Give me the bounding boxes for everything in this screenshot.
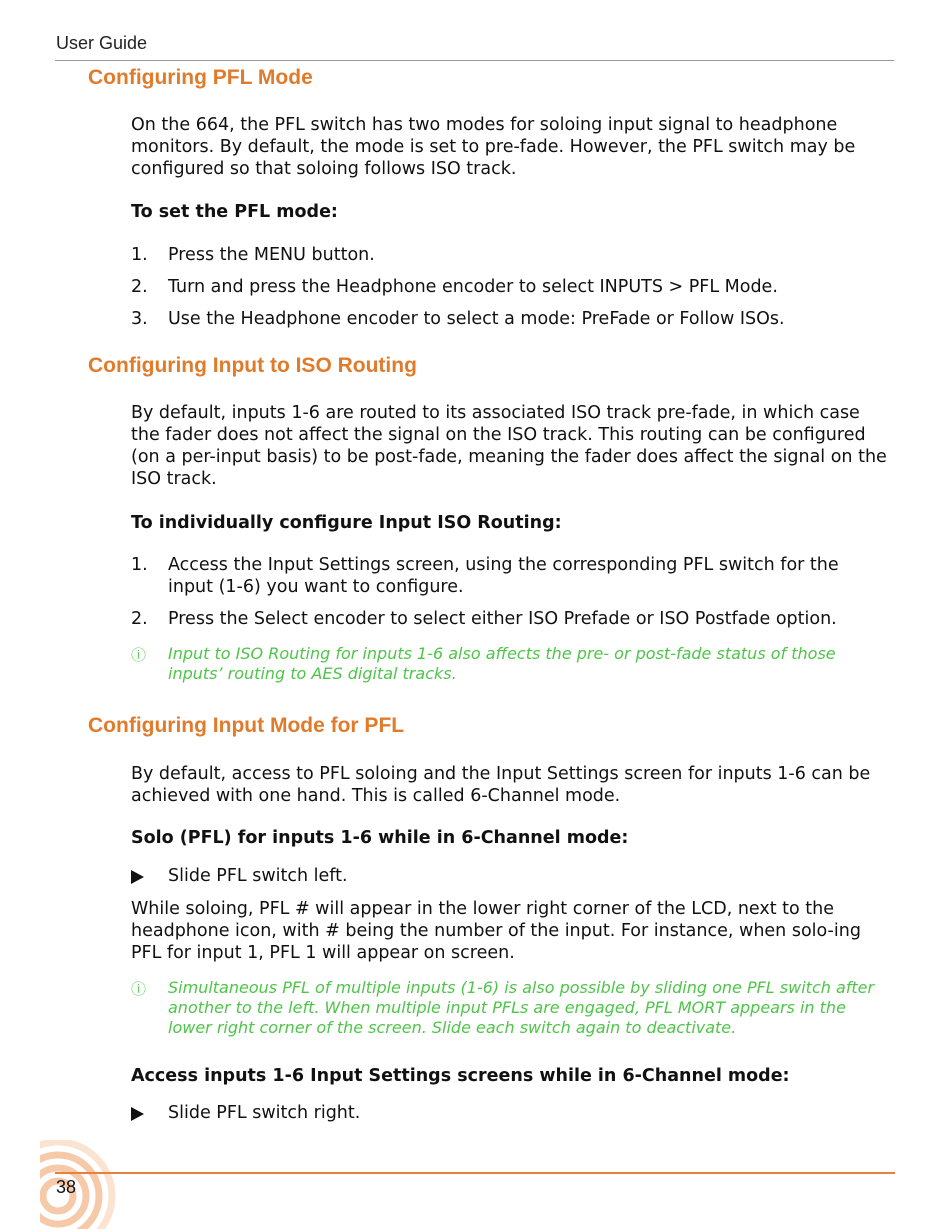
triangle-bullet-icon xyxy=(131,870,144,884)
step-text: Press the MENU button. xyxy=(168,245,375,265)
step-number: 2. xyxy=(131,609,148,629)
access-bullet xyxy=(131,1102,891,1124)
heading-pfl-mode: Configuring PFL Mode xyxy=(88,66,313,89)
step-text: Press the Select encoder to select either ISO Prefade or ISO Postfade option. xyxy=(168,609,837,629)
iso-routing-procedure-title: To individually configure Input ISO Routing: xyxy=(131,513,562,533)
triangle-bullet-icon xyxy=(131,1107,144,1121)
bullet-text: Slide PFL switch left. xyxy=(168,866,348,886)
note-text: Input to ISO Routing for inputs 1-6 also affects the pre- or post-fade status of those inputs’ routing to AES digital tracks. xyxy=(168,644,836,683)
note-text: Simultaneous PFL of multiple inputs (1-6) is also possible by sliding one PFL switch after another to the left. When multiple input PFLs are engaged, PFL MORT appears in the lower right corner of the screen. Slide each switch again to deactivate. xyxy=(168,978,875,1037)
header-divider xyxy=(55,60,894,61)
step-number: 2. xyxy=(131,277,148,297)
step-text: Use the Headphone encoder to select a mode: PreFade or Follow ISOs. xyxy=(168,309,785,329)
heading-input-mode: Configuring Input Mode for PFL xyxy=(88,714,405,737)
pfl-step-3 xyxy=(131,308,891,352)
page-number: 38 xyxy=(56,1177,77,1197)
iso-routing-intro: By default, inputs 1-6 are routed to its associated ISO track pre-fade, in which case the fader does not affect the signal on the ISO track. This routing can be configured (on a per-input basis) to be post-fade, meaning the fader does affect the signal on the ISO track. xyxy=(131,403,887,489)
input-mode-intro: By default, access to PFL soloing and the Input Settings screen for inputs 1-6 can be achieved with one hand. This is called 6-Channel mode. xyxy=(131,764,871,806)
heading-iso-routing: Configuring Input to ISO Routing xyxy=(88,354,417,377)
step-text: Turn and press the Headphone encoder to select INPUTS > PFL Mode. xyxy=(168,277,778,297)
footer-divider xyxy=(55,1172,895,1174)
iso-routing-note xyxy=(131,644,891,688)
brand-logo-icon xyxy=(40,1140,120,1229)
step-number: 3. xyxy=(131,309,148,329)
access-title: Access inputs 1-6 Input Settings screens while in 6-Channel mode: xyxy=(131,1066,790,1086)
running-header: User Guide xyxy=(56,33,148,53)
solo-bullet xyxy=(131,865,891,887)
step-number: 1. xyxy=(131,245,148,265)
pfl-mode-intro: On the 664, the PFL switch has two modes for soloing input signal to headphone monitors. By default, the mode is set to pre-fade. However, the PFL switch may be configured so that soloing follows ISO track. xyxy=(131,115,856,179)
pfl-mode-procedure-title: To set the PFL mode: xyxy=(131,202,338,222)
solo-title: Solo (PFL) for inputs 1-6 while in 6-Channel mode: xyxy=(131,828,629,848)
step-number: 1. xyxy=(131,555,148,575)
info-icon: ⓘ xyxy=(131,646,147,664)
solo-note xyxy=(131,978,891,1040)
iso-step-1 xyxy=(131,554,891,598)
solo-description: While soloing, PFL # will appear in the lower right corner of the LCD, next to the headphone icon, with # being the number of the input. For instance, when solo-ing PFL for input 1, PFL 1 will appear on screen. xyxy=(131,899,861,963)
bullet-text: Slide PFL switch right. xyxy=(168,1103,361,1123)
step-text: Access the Input Settings screen, using the corresponding PFL switch for the input (1-6) you want to configure. xyxy=(168,555,839,597)
info-icon: ⓘ xyxy=(131,980,147,998)
